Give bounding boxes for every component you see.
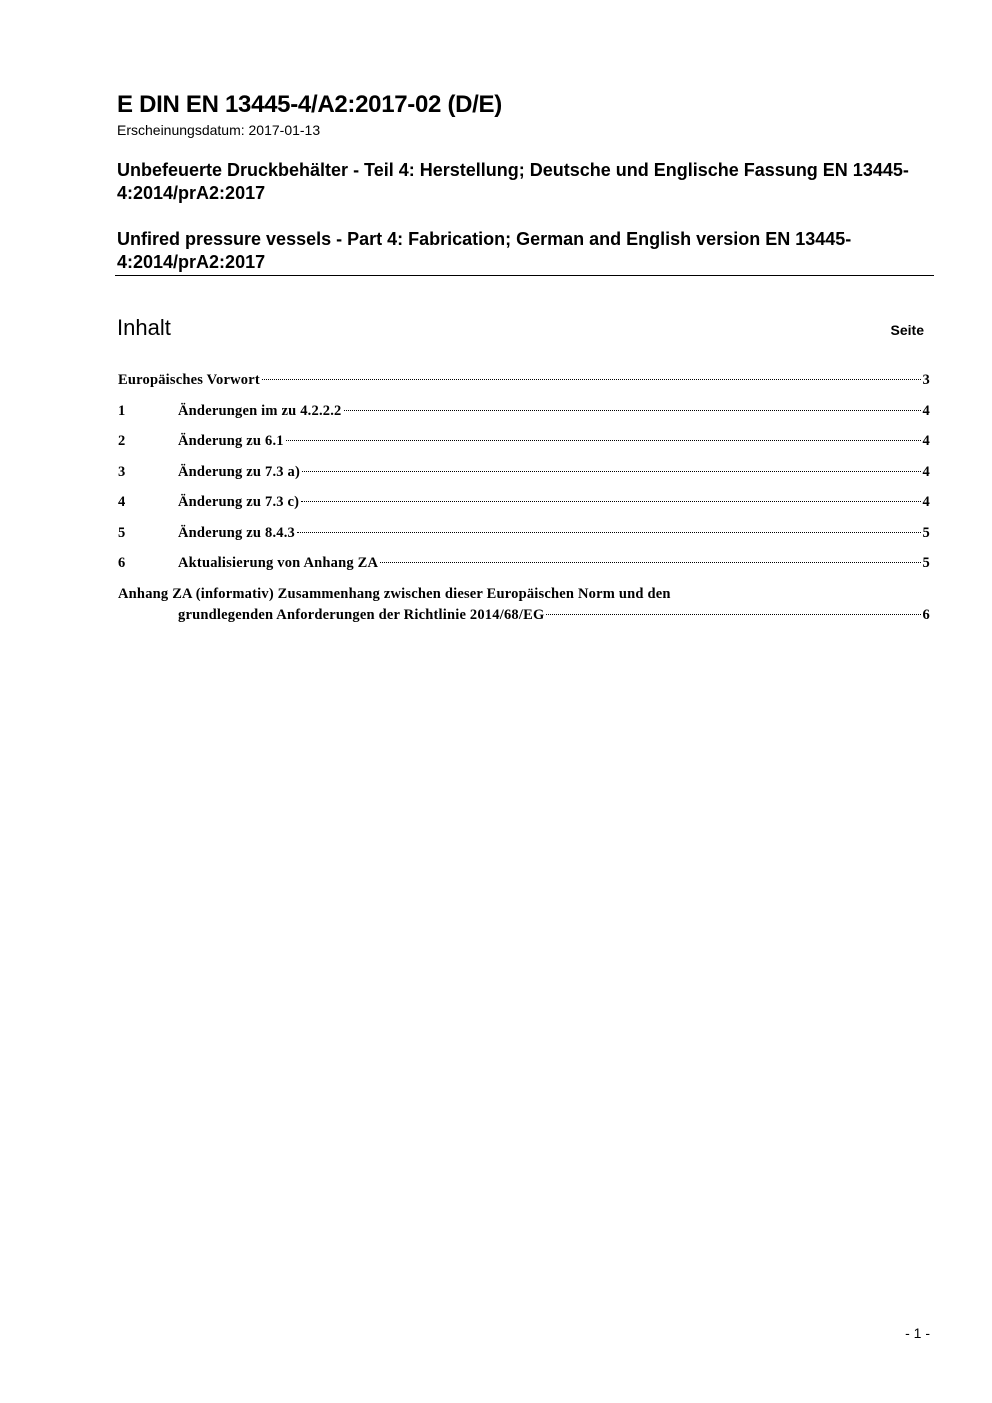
toc-entry-text: Änderung zu 7.3 a) [178, 463, 301, 480]
toc-entry-page: 4 [922, 463, 930, 480]
publication-date: Erscheinungsdatum: 2017-01-13 [117, 122, 321, 138]
toc-entry-text: Änderung zu 6.1 [178, 433, 284, 449]
toc-leader-dots [546, 614, 920, 615]
toc-leader-dots [301, 501, 920, 502]
toc-leader-dots [297, 532, 921, 533]
toc-entry-text: Änderung zu 7.3 c) [178, 494, 300, 510]
toc-entry-number: 3 [118, 463, 126, 480]
toc-entry-1[interactable] [118, 401, 930, 432]
toc-leader-dots [380, 562, 920, 563]
toc-heading: Inhalt [117, 315, 171, 340]
toc-annex-line-2: grundlegenden Anforderungen der Richtlinie 2014/68/EG [178, 606, 545, 623]
toc-entry-2[interactable] [118, 431, 930, 462]
toc-leader-dots [286, 440, 921, 441]
toc-entry-number: 5 [118, 524, 126, 541]
page-number: - 1 - [905, 1325, 930, 1341]
document-id: E DIN EN 13445-4/A2:2017-02 (D/E) [117, 91, 502, 118]
toc-entry-5[interactable] [118, 523, 930, 554]
toc-entry-page: 4 [922, 402, 930, 419]
toc-entry-4[interactable] [118, 492, 930, 523]
toc-entry-page: 4 [922, 494, 930, 510]
toc-annex-line-1: Anhang ZA (informativ) Zusammenhang zwischen dieser Europäischen Norm und den [118, 585, 671, 602]
toc-entry-page: 3 [922, 372, 930, 388]
toc-entry-page: 5 [922, 555, 930, 571]
toc-entry-number: 1 [118, 402, 126, 419]
toc-leader-dots [262, 379, 921, 380]
header-divider [115, 275, 934, 276]
toc-annex-line-2-row [118, 605, 930, 626]
toc-entry-text: Aktualisierung von Anhang ZA [178, 555, 379, 571]
title-english: Unfired pressure vessels - Part 4: Fabrication; German and English version EN 13445-4:2014/prA2:2017 [117, 229, 852, 272]
toc-leader-dots [344, 410, 921, 411]
toc-entry-number: 2 [118, 433, 126, 449]
toc-entry-page: 4 [922, 433, 930, 449]
toc-entry-number: 4 [118, 494, 126, 510]
table-of-contents [118, 370, 930, 626]
toc-entry-text: Änderungen im zu 4.2.2.2 [178, 402, 342, 419]
toc-entry-annex-za[interactable] [118, 584, 930, 626]
toc-leader-dots [302, 471, 921, 472]
toc-entry-number: 6 [118, 555, 126, 571]
toc-entry-text: Europäisches Vorwort [118, 372, 260, 388]
toc-entry-6[interactable] [118, 553, 930, 584]
toc-entry-page: 6 [922, 606, 930, 623]
toc-entry-text: Änderung zu 8.4.3 [178, 524, 295, 541]
title-german: Unbefeuerte Druckbehälter - Teil 4: Herstellung; Deutsche und Englische Fassung EN 13445-4:2014/prA2:2017 [117, 160, 909, 203]
toc-entry-3[interactable] [118, 462, 930, 493]
toc-entry-foreword[interactable] [118, 370, 930, 401]
toc-page-column-label: Seite [890, 322, 924, 338]
toc-entry-page: 5 [922, 524, 930, 541]
